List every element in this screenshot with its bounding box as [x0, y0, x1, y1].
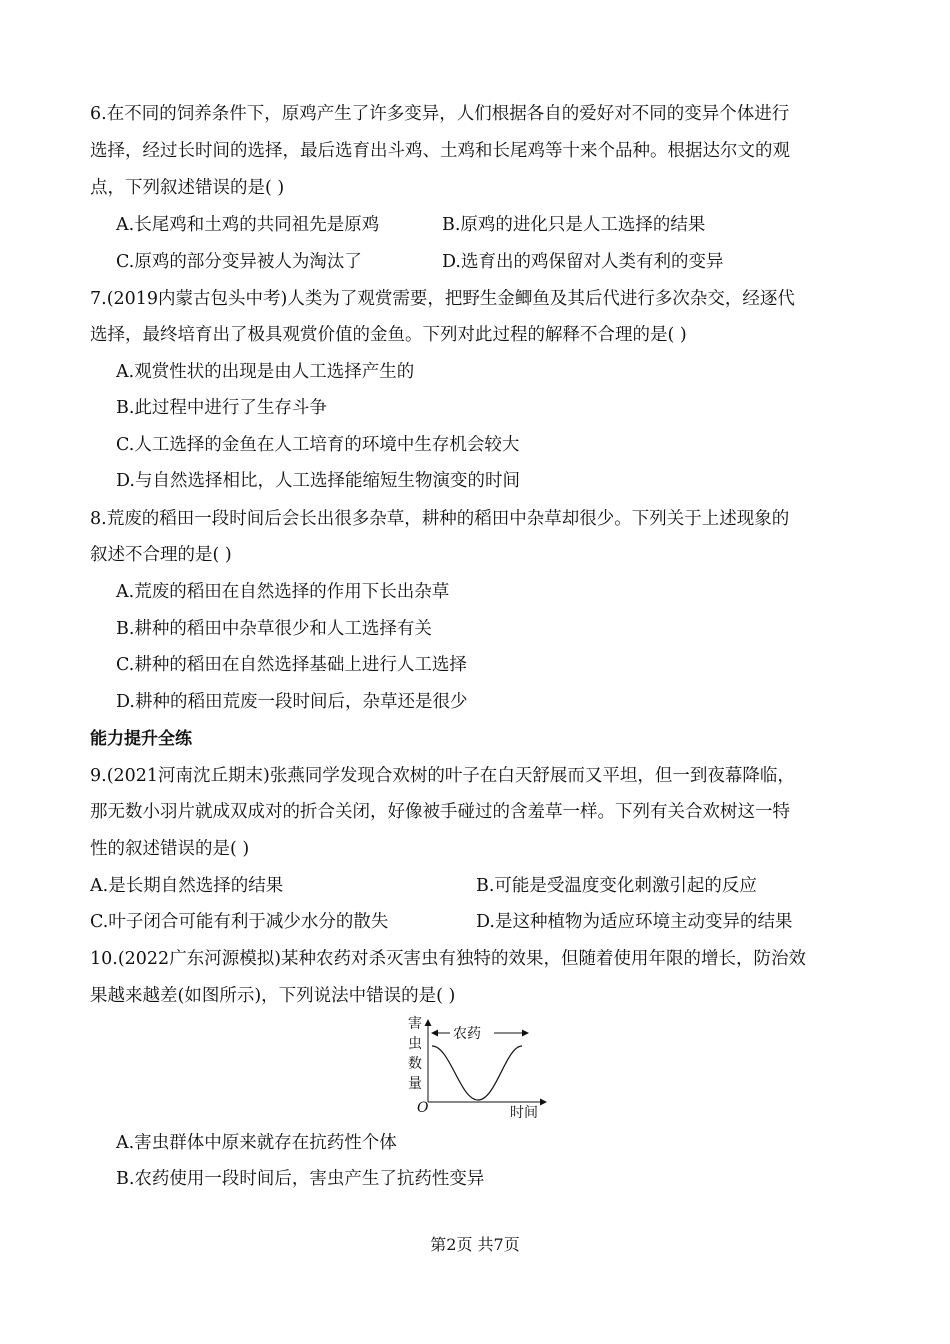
q8-stem-line-1: 8.荒废的稻田一段时间后会长出很多杂草，耕种的稻田中杂草却很少。下列关于上述现象的: [90, 509, 790, 529]
q10-option-a: A.害虫群体中原来就存在抗药性个体: [116, 1133, 397, 1153]
q8-option-a: A.荒废的稻田在自然选择的作用下长出杂草: [116, 582, 450, 602]
pesticide-label: 农药: [453, 1026, 481, 1042]
x-axis-label: 时间: [510, 1105, 538, 1121]
q7-option-d: D.与自然选择相比，人工选择能缩短生物演变的时间: [116, 471, 520, 491]
q9-option-d: D.是这种植物为适应环境主动变异的结果: [476, 912, 793, 932]
q6-option-b: B.原鸡的进化只是人工选择的结果: [442, 215, 706, 235]
q10-stem-line-2: 果越来越差(如图所示)，下列说法中错误的是( ): [90, 986, 456, 1006]
q9-stem-line-1: 9.(2021河南沈丘期末)张燕同学发现合欢树的叶子在白天舒展而又平坦，但一到夜幕降临，: [90, 766, 795, 786]
pest-population-figure: [398, 1014, 550, 1122]
q7-option-c: C.人工选择的金鱼在人工培育的环境中生存机会较大: [116, 435, 520, 455]
section-heading: 能力提升全练: [90, 729, 192, 749]
q7-stem-line-1: 7.(2019内蒙古包头中考)人类为了观赏需要，把野生金鲫鱼及其后代进行多次杂交，经逐代: [90, 289, 795, 309]
q8-option-d: D.耕种的稻田荒废一段时间后，杂草还是很少: [116, 692, 468, 712]
q6-stem-line-2: 选择，经过长时间的选择，最后选育出斗鸡、土鸡和长尾鸡等十来个品种。根据达尔文的观: [90, 141, 790, 161]
population-curve: [432, 1046, 522, 1100]
q9-option-c: C.叶子闭合可能有利于减少水分的散失: [90, 912, 389, 932]
q8-stem-line-2: 叙述不合理的是( ): [90, 545, 232, 565]
q6-option-a: A.长尾鸡和土鸡的共同祖先是原鸡: [116, 215, 380, 235]
q6-option-d: D.选育出的鸡保留对人类有利的变异: [442, 252, 724, 272]
q9-option-a: A.是长期自然选择的结果: [90, 876, 284, 896]
q10-option-b: B.农药使用一段时间后，害虫产生了抗药性变异: [116, 1169, 485, 1189]
q7-option-a: A.观赏性状的出现是由人工选择产生的: [116, 362, 415, 382]
y-axis-label-char-1: 害: [408, 1016, 422, 1032]
q9-option-b: B.可能是受温度变化刺激引起的反应: [476, 876, 757, 896]
q7-option-b: B.此过程中进行了生存斗争: [116, 398, 327, 418]
q6-option-c: C.原鸡的部分变异被人为淘汰了: [116, 252, 362, 272]
origin-label: O: [417, 1100, 429, 1116]
q9-stem-line-2: 那无数小羽片就成双成对的折合关闭，好像被手碰过的含羞草一样。下列有关合欢树这一特: [90, 802, 790, 822]
y-axis-label-char-3: 数: [408, 1056, 422, 1072]
q9-stem-line-3: 性的叙述错误的是( ): [90, 839, 250, 859]
page-footer: 第2页 共7页: [430, 1235, 520, 1254]
q10-stem-line-1: 10.(2022广东河源模拟)某种农药对杀灭害虫有独特的效果，但随着使用年限的增长，防治效: [90, 949, 807, 969]
q6-stem-line-3: 点，下列叙述错误的是( ): [90, 178, 285, 198]
q6-stem-line-1: 6.在不同的饲养条件下，原鸡产生了许多变异，人们根据各自的爱好对不同的变异个体进行: [90, 104, 790, 124]
q8-option-b: B.耕种的稻田中杂草很少和人工选择有关: [116, 619, 432, 639]
y-axis-label-char-4: 量: [408, 1076, 422, 1092]
q7-stem-line-2: 选择，最终培育出了极具观赏价值的金鱼。下列对此过程的解释不合理的是( ): [90, 325, 687, 345]
q8-option-c: C.耕种的稻田在自然选择基础上进行人工选择: [116, 655, 467, 675]
y-axis-label-char-2: 虫: [408, 1036, 422, 1052]
